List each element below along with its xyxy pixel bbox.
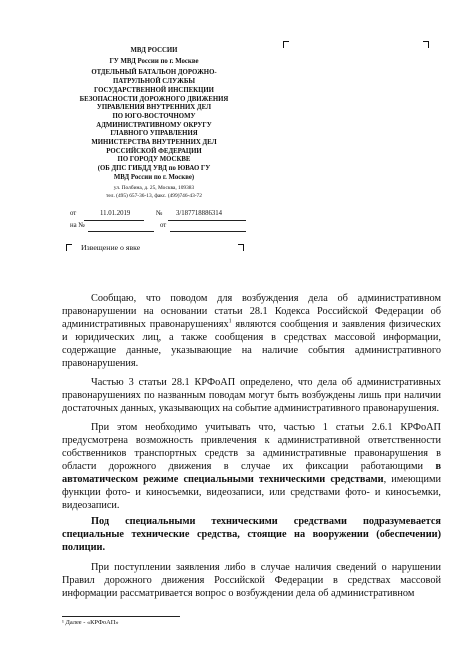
unit-line: РОССИЙСКОЙ ФЕДЕРАЦИИ	[106, 147, 202, 155]
unit-line: АДМИНИСТРАТИВНОМУ ОКРУГУ	[96, 121, 212, 129]
date-label: от	[70, 210, 77, 217]
footnote-ref: 1	[228, 318, 232, 325]
paragraph: При поступлении заявления либо в случае наличия сведений о нарушении Правил дорожного движения Российской Федерации в средствах массовой информации рассматривается вопрос о возбуждении дела об административном	[62, 561, 441, 599]
unit-line: МИНИСТЕРСТВА ВНУТРЕННИХ ДЕЛ	[91, 139, 217, 147]
paragraph-text: При этом необходимо учитывать что, частью 1 статьи 2.6.1 КРФоАП предусмотрена возможность привлечения к административной ответственности собственников транспортных средств за административные правонарушения в области дорожного движения в случае их фиксации работающими	[62, 422, 441, 473]
address-line: ул. Полбина, д. 25, Москва, 109383	[113, 185, 195, 191]
letterhead	[62, 47, 246, 183]
unit-line: ГОСУДАРСТВЕННОЙ ИНСПЕКЦИИ	[94, 86, 214, 94]
unit-line: (ОБ ДПС ГИБДД УВД по ЮВАО ГУ	[97, 165, 211, 173]
address-corner-right	[423, 41, 429, 48]
number-value: 3/187718886314	[176, 210, 223, 217]
paragraph: Под специальными техническими средствами подразумевается специальные технические средства, стоящие на вооружении (обеспечении) полиции.	[62, 516, 441, 554]
unit-line: ГЛАВНОГО УПРАВЛЕНИЯ	[110, 130, 198, 138]
paragraph	[62, 293, 441, 370]
address-corner-left	[283, 41, 289, 48]
ministry-title: МВД РОССИИ	[130, 47, 178, 54]
address-block	[62, 185, 246, 200]
subject-corner-left	[66, 244, 72, 251]
unit-line: УПРАВЛЕНИЯ ВНУТРЕННИХ ДЕЛ	[96, 104, 212, 112]
unit-line: ПАТРУЛЬНОЙ СЛУЖБЫ	[112, 78, 195, 86]
ref-number-label: на №	[70, 222, 85, 229]
number-sign: №	[156, 210, 163, 217]
unit-line: БЕЗОПАСНОСТИ ДОРОЖНОГО ДВИЖЕНИЯ	[79, 95, 229, 103]
ref-number-underline	[88, 231, 154, 232]
subject-corner-right	[238, 244, 244, 251]
letter-body	[62, 293, 441, 607]
footnote: ¹ Далее - «КРФоАП»	[62, 619, 119, 626]
paragraph: Частью 3 статьи 28.1 КРФоАП определено, что дела об административных правонарушениях по названным поводам могут быть возбуждены лишь при наличии достаточных данных, указывающих на событие административного правонарушения.	[62, 377, 441, 414]
unit-line: МВД России по г. Москве)	[113, 173, 195, 181]
ref-date-label: от	[160, 222, 167, 229]
paragraph-text-bold: в автоматическом режиме специальными техническими средствами	[62, 461, 441, 485]
department-title: ГУ МВД России по г. Москве	[109, 57, 199, 65]
subject-line: Извещение о явке	[81, 243, 141, 252]
paragraph	[62, 422, 441, 512]
unit-line: ПО ГОРОДУ МОСКВЕ	[117, 156, 191, 164]
number-underline	[168, 220, 246, 221]
unit-title	[62, 69, 246, 182]
footnote-separator	[62, 616, 180, 617]
paragraph-text: Сообщаю, что поводом для возбуждения дела об административном правонарушении на основании статьи 28.1 Кодекса Российской Федерации об административных правонарушениях	[62, 293, 441, 330]
unit-line: ОТДЕЛЬНЫЙ БАТАЛЬОН ДОРОЖНО-	[91, 69, 217, 77]
paragraph-text: , имеющими функции фото- и киносъемки, видеозаписи, или средствами фото- и киносъемки, видеозаписи.	[62, 473, 442, 511]
ref-date-underline	[170, 231, 246, 232]
phone-line: тел. (495) 657-36-13, факс. (499)746-43-72	[106, 192, 202, 199]
date-underline	[84, 220, 144, 221]
date-value: 11.01.2019	[100, 210, 131, 217]
paragraph-text: являются сообщения и заявления физических и юридических лиц, а также сообщения в средствах массовой информации, содержащие данные, указывающие на наличие события административного правонарушения.	[62, 318, 442, 369]
unit-line: ПО ЮГО-ВОСТОЧНОМУ	[112, 112, 196, 120]
